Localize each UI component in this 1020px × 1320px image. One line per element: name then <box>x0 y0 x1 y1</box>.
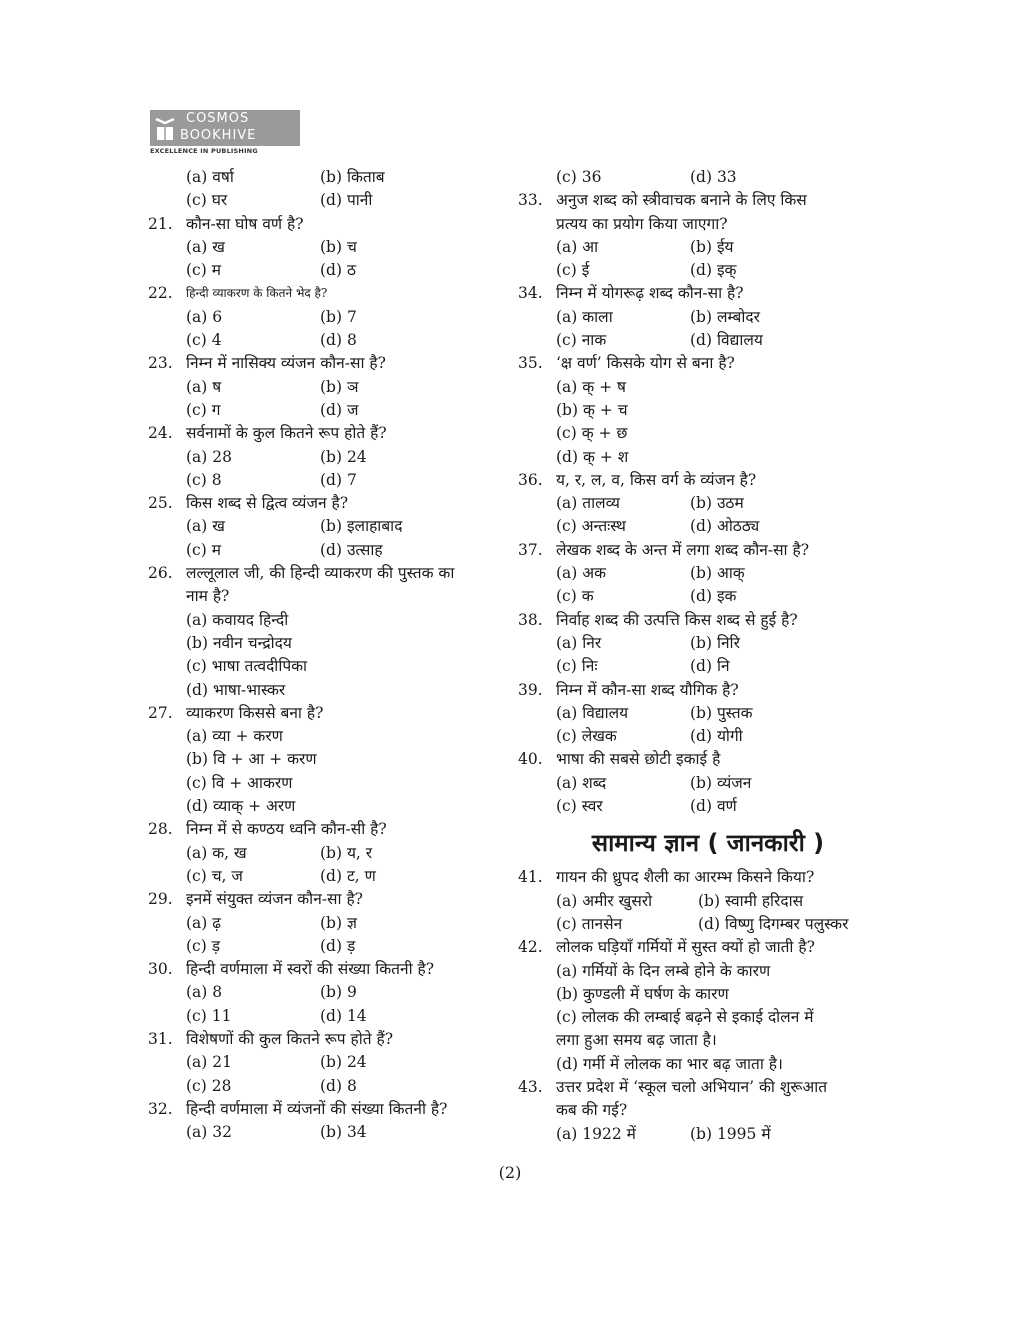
question-text: निम्न में कौन-सा शब्द यौगिक है? <box>556 680 739 699</box>
option: (c) 28 <box>186 1076 232 1095</box>
option: (b) च <box>320 237 357 256</box>
question-number: 41. <box>518 868 543 887</box>
option: (c) क <box>556 587 594 606</box>
option: (b) वि + आ + करण <box>186 750 317 769</box>
option-row <box>148 446 508 469</box>
question <box>518 1076 878 1099</box>
option-row <box>518 376 878 399</box>
option: (a) 28 <box>186 447 232 466</box>
option: (d) पानी <box>320 191 373 210</box>
option-row <box>148 259 508 282</box>
question <box>148 1028 508 1051</box>
option-row <box>148 865 508 888</box>
option: (b) 1995 में <box>690 1124 771 1143</box>
option: (a) 8 <box>186 983 223 1002</box>
option-row <box>518 913 878 936</box>
question <box>518 189 878 212</box>
option-row <box>148 189 508 212</box>
option: (a) क, ख <box>186 843 247 862</box>
option-row <box>148 655 508 678</box>
option: (b) क् + च <box>556 400 628 419</box>
option-row <box>148 609 508 632</box>
option: (b) 9 <box>320 983 357 1002</box>
option: (c) निः <box>556 657 598 676</box>
option: (d) 8 <box>320 331 357 350</box>
question-number: 39. <box>518 680 543 699</box>
option: (d) इक <box>690 587 737 606</box>
option: (d) वर्ण <box>690 797 737 816</box>
option: (c) घर <box>186 191 228 210</box>
option: (a) वर्षा <box>186 168 234 186</box>
question <box>518 679 878 702</box>
question-text-continued: कब की गई? <box>556 1101 628 1120</box>
question-number: 31. <box>148 1029 173 1048</box>
question <box>518 866 878 889</box>
option: (a) अमीर खुसरो <box>556 891 653 910</box>
option: (a) तालव्य <box>556 494 620 513</box>
question-text-continued: प्रत्यय का प्रयोग किया जाएगा? <box>556 214 728 233</box>
option: (b) आक् <box>690 564 745 583</box>
page-number: (2) <box>498 1163 522 1182</box>
option-row <box>518 890 878 913</box>
option: (d) ज <box>320 400 359 419</box>
option: (c) च, ज <box>186 866 243 885</box>
option: (c) म <box>186 540 221 559</box>
option-row <box>518 515 878 538</box>
option: (b) य, र <box>320 843 373 862</box>
question-number: 29. <box>148 890 173 909</box>
option: (b) 24 <box>320 1053 367 1072</box>
question-number: 40. <box>518 750 543 769</box>
option: (c) ड़ <box>186 936 220 955</box>
option: (a) कवायद हिन्दी <box>186 610 289 629</box>
question-text: लोलक घड़ियाँ गर्मियों में सुस्त क्यों हो जाती है? <box>556 938 815 957</box>
option: (b) लम्बोदर <box>690 307 760 326</box>
question-text: विशेषणों की कुल कितने रूप होते हैं? <box>186 1029 394 1048</box>
option: (b) इलाहाबाद <box>320 517 403 536</box>
question <box>148 282 508 305</box>
logo-brand-line1: COSMOS <box>186 111 250 126</box>
option: (a) निर <box>556 633 602 652</box>
option: (d) 33 <box>690 168 737 186</box>
question <box>148 492 508 515</box>
question <box>148 958 508 981</box>
option-row <box>518 772 878 795</box>
option-row <box>518 166 878 189</box>
option: (b) स्वामी हरिदास <box>698 891 804 910</box>
option: (c) नाक <box>556 331 607 350</box>
option: (a) शब्द <box>556 773 607 792</box>
question <box>148 562 508 585</box>
option: (c) स्वर <box>556 797 603 816</box>
option-row <box>148 329 508 352</box>
question-text: गायन की ध्रुपद शैली का आरम्भ किसने किया? <box>556 868 815 887</box>
option: (b) 7 <box>320 307 357 326</box>
question <box>148 352 508 375</box>
question-number: 24. <box>148 424 173 443</box>
question-text: हिन्दी व्याकरण के कितने भेद है? <box>186 286 328 301</box>
option: (c) म <box>186 261 221 280</box>
question-number: 36. <box>518 470 543 489</box>
option: (a) गर्मियों के दिन लम्बे होने के कारण <box>556 961 771 980</box>
question-text: व्याकरण किससे बना है? <box>186 703 324 722</box>
option: (c) 36 <box>556 168 602 186</box>
option: (c) क् + छ <box>556 424 628 443</box>
option-row <box>518 562 878 585</box>
question-number: 34. <box>518 284 543 303</box>
question-number: 35. <box>518 354 543 373</box>
option-row <box>518 960 878 983</box>
question-text: भाषा की सबसे छोटी इकाई है <box>556 750 721 769</box>
question-number: 22. <box>148 284 173 303</box>
question-text-continued: लगा हुआ समय बढ़ जाता है। <box>556 1031 717 1050</box>
question-number: 38. <box>518 610 543 629</box>
option: (a) 6 <box>186 307 223 326</box>
option-row <box>518 795 878 818</box>
publisher-logo <box>150 110 300 156</box>
question-text: कौन-सा घोष वर्ण है? <box>186 214 304 233</box>
question <box>148 818 508 841</box>
option-row <box>518 422 878 445</box>
option-row <box>148 166 508 189</box>
question-text: लेखक शब्द के अन्त में लगा शब्द कौन-सा है? <box>556 540 810 559</box>
option-row <box>518 306 878 329</box>
option-row <box>148 1051 508 1074</box>
option: (a) व्या + करण <box>186 727 283 746</box>
option-row <box>518 655 878 678</box>
question-text: निम्न में नासिक्य व्यंजन कौन-सा है? <box>186 354 386 373</box>
option-text: (c) लोलक की लम्बाई बढ़ने से इकाई दोलन में <box>556 1008 814 1027</box>
option: (a) 32 <box>186 1123 232 1142</box>
option: (d) योगी <box>690 727 743 746</box>
option-row <box>148 399 508 422</box>
option: (d) ड़ <box>320 936 356 955</box>
option: (a) विद्यालय <box>556 703 629 722</box>
option-row <box>148 515 508 538</box>
option-row <box>518 329 878 352</box>
question-text: निम्न में योगरूढ़ शब्द कौन-सा है? <box>556 284 744 303</box>
question-number: 33. <box>518 191 543 210</box>
option-row <box>148 935 508 958</box>
option: (b) 24 <box>320 447 367 466</box>
option-row <box>148 795 508 818</box>
question-text: सर्वनामों के कुल कितने रूप होते हैं? <box>186 424 387 443</box>
option-row <box>148 632 508 655</box>
question-text: इनमें संयुक्त व्यंजन कौन-सा है? <box>186 890 363 909</box>
question <box>148 422 508 445</box>
option: (a) क् + ष <box>556 377 626 396</box>
option-row <box>148 376 508 399</box>
left-column <box>148 166 508 1144</box>
logo-brand-line2: BOOKHIVE <box>180 128 257 143</box>
question-text: उत्तर प्रदेश में ‘स्कूल चलो अभियान’ की शुरूआत <box>556 1077 828 1096</box>
question <box>518 936 878 959</box>
option-row <box>518 702 878 725</box>
option: (d) ओठठ्य <box>690 517 760 536</box>
option: (a) ख <box>186 237 225 256</box>
section-title: सामान्य ज्ञान ( जानकारी ) <box>591 829 825 858</box>
question <box>148 702 508 725</box>
question <box>148 888 508 911</box>
question-number: 28. <box>148 820 173 839</box>
option: (a) ढ़ <box>186 913 221 932</box>
option: (d) 8 <box>320 1076 357 1095</box>
option: (a) 1922 में <box>556 1124 636 1143</box>
option: (b) निरि <box>690 633 740 652</box>
option-row <box>518 236 878 259</box>
option-row <box>148 981 508 1004</box>
option: (d) क् + श <box>556 447 629 466</box>
option: (c) भाषा तत्वदीपिका <box>186 657 308 676</box>
option: (d) भाषा-भास्कर <box>186 680 286 699</box>
option-row <box>518 585 878 608</box>
question <box>518 609 878 632</box>
option: (c) 8 <box>186 470 222 489</box>
option-row <box>148 748 508 771</box>
option-row <box>148 679 508 702</box>
option: (d) 7 <box>320 470 357 489</box>
option: (c) लेखक <box>556 727 617 746</box>
question-text: किस शब्द से द्वित्व व्यंजन है? <box>186 494 349 513</box>
option: (c) अन्तःस्थ <box>556 517 626 536</box>
option-row <box>148 772 508 795</box>
option: (d) उत्साह <box>320 540 383 559</box>
option: (a) ख <box>186 517 225 536</box>
question <box>518 282 878 305</box>
option: (a) आ <box>556 237 599 256</box>
logo-badge <box>150 110 300 146</box>
book-icon <box>154 113 176 143</box>
question-text-continued: नाम है? <box>186 587 230 606</box>
option-row <box>148 912 508 935</box>
question-text: हिन्दी वर्णमाला में स्वरों की संख्या कितनी है? <box>186 960 435 979</box>
option-row <box>148 725 508 748</box>
option: (b) उठम <box>690 494 744 513</box>
question <box>518 539 878 562</box>
option: (d) ठ <box>320 261 356 280</box>
option-row <box>518 399 878 422</box>
question <box>518 748 878 771</box>
option: (b) पुस्तक <box>690 703 753 722</box>
question <box>148 213 508 236</box>
question-text: निम्न में से कण्ठय ध्वनि कौन-सी है? <box>186 820 387 839</box>
option: (d) विष्णु दिगम्बर पलुस्कर <box>698 914 849 933</box>
option: (b) ज्ञ <box>320 913 357 932</box>
option-row <box>148 539 508 562</box>
option-row <box>148 469 508 492</box>
question-number: 30. <box>148 960 173 979</box>
option: (b) ईय <box>690 237 734 256</box>
option: (a) अक <box>556 564 607 583</box>
option-row <box>518 983 878 1006</box>
question-text: अनुज शब्द को स्त्रीवाचक बनाने के लिए किस <box>556 191 807 210</box>
question <box>518 469 878 492</box>
question-number: 43. <box>518 1077 543 1096</box>
option: (d) विद्यालय <box>690 331 763 350</box>
question-number: 42. <box>518 938 543 957</box>
question-text: हिन्दी वर्णमाला में व्यंजनों की संख्या कितनी है? <box>186 1099 448 1118</box>
option-row <box>518 632 878 655</box>
question-text: लल्लूलाल जी, की हिन्दी व्याकरण की पुस्तक का <box>186 564 455 583</box>
question-number: 25. <box>148 494 173 513</box>
question-number: 21. <box>148 214 173 233</box>
option: (c) वि + आकरण <box>186 773 293 792</box>
option-row <box>148 842 508 865</box>
option-row <box>148 1075 508 1098</box>
option-row <box>518 725 878 748</box>
option: (b) किताब <box>320 168 385 186</box>
option: (c) ई <box>556 261 590 280</box>
option-row <box>518 492 878 515</box>
question-text: निर्वाह शब्द की उत्पत्ति किस शब्द से हुई है? <box>556 610 798 629</box>
question-number: 27. <box>148 703 173 722</box>
option: (b) व्यंजन <box>690 773 752 792</box>
option: (c) ग <box>186 400 221 419</box>
option: (d) इक् <box>690 261 737 280</box>
option: (d) गर्मी में लोलक का भार बढ़ जाता है। <box>556 1054 783 1073</box>
option: (a) 21 <box>186 1053 232 1072</box>
option-row <box>148 306 508 329</box>
logo-tagline: EXCELLENCE IN PUBLISHING <box>150 147 258 155</box>
question <box>148 1098 508 1121</box>
option: (d) ट, ण <box>320 866 376 885</box>
option: (c) 4 <box>186 331 222 350</box>
question-text: ‘क्ष वर्ण’ किसके योग से बना है? <box>556 354 735 373</box>
option-row <box>148 1005 508 1028</box>
option: (a) ष <box>186 377 222 396</box>
option: (c) तानसेन <box>556 914 623 933</box>
question <box>518 352 878 375</box>
question-number: 37. <box>518 540 543 559</box>
option: (b) नवीन चन्द्रोदय <box>186 633 292 652</box>
option-row <box>518 259 878 282</box>
option-row <box>148 1121 508 1144</box>
option: (b) ञ <box>320 377 359 396</box>
option: (d) व्याक् + अरण <box>186 797 296 816</box>
question-text: य, र, ल, व, किस वर्ग के व्यंजन है? <box>556 470 757 489</box>
option: (c) 11 <box>186 1006 232 1025</box>
question-number: 32. <box>148 1099 173 1118</box>
option-row <box>518 446 878 469</box>
question-number: 23. <box>148 354 173 373</box>
question-number: 26. <box>148 564 173 583</box>
option-row <box>148 236 508 259</box>
option: (b) 34 <box>320 1123 367 1142</box>
option-row <box>518 1123 878 1146</box>
right-column <box>518 166 878 1146</box>
option: (a) काला <box>556 307 613 326</box>
option: (d) नि <box>690 657 730 676</box>
option: (b) कुण्डली में घर्षण के कारण <box>556 984 729 1003</box>
option: (d) 14 <box>320 1006 367 1025</box>
option-row <box>518 1053 878 1076</box>
